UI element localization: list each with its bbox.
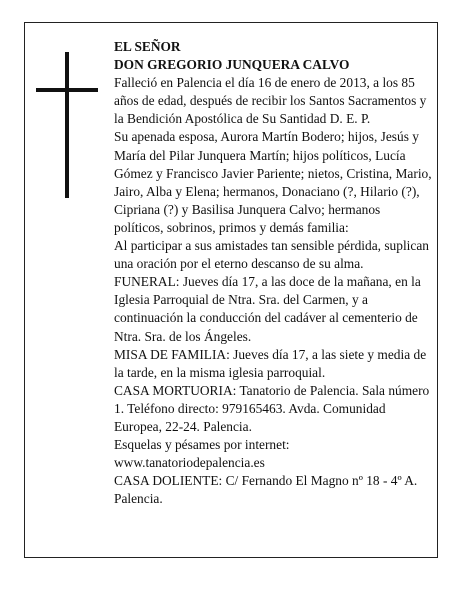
heading-line-1: EL SEÑOR [114,39,181,54]
prayer-request: Al participar a sus amistades tan sensible pérdida, suplican una oración por el eterno descanso de su alma. [114,238,429,272]
cross-horizontal-bar [36,88,98,92]
deceased-name: DON GREGORIO JUNQUERA CALVO [114,57,350,73]
mourning-house-info: CASA DOLIENTE: C/ Fernando El Magno nº 18 - 4º A. Palencia. [114,473,418,507]
cross-vertical-bar [65,52,69,198]
death-notice: Falleció en Palencia el día 16 de enero de 2013, a los 85 años de edad, después de recibir los Santos Sacramentos y la Bendición Apostólica de Su Santidad D. E. P. [114,75,427,127]
family-list: Su apenada esposa, Aurora Martín Bodero; hijos, Jesús y María del Pilar Junquera Martín; hijos políticos, Lucía Gómez y Francisco Javier Pariente; nietos, Cristina, Mario, Jairo, Alba y Elena; hermanos, Donaciano (?, Hilario (?), Cipriana (?) y Basilisa Junquera Calvo; hermanos políticos, sobrinos, primos y demás familia: [114,129,432,235]
family-mass-info: MISA DE FAMILIA: Jueves día 17, a las siete y media de la tarde, en la misma iglesia parroquial. [114,346,427,380]
funeral-info: FUNERAL: Jueves día 17, a las doce de la mañana, en la Iglesia Parroquial de Ntra. Sra. del Carmen, y a continuación la conducción del cadáver al cementerio de Ntra. Sra. de los Ángeles. [114,274,421,344]
obituary-text [114,38,432,508]
condolences-label: Esquelas y pésames por internet: [114,437,290,453]
condolences-url[interactable]: www.tanatoriodepalencia.es [114,455,265,471]
cross-icon [36,52,98,198]
funeral-home-info: CASA MORTUORIA: Tanatorio de Palencia. Sala número 1. Teléfono directo: 979165463. Avda. Comunidad Europea, 22-24. Palencia. [114,382,430,434]
